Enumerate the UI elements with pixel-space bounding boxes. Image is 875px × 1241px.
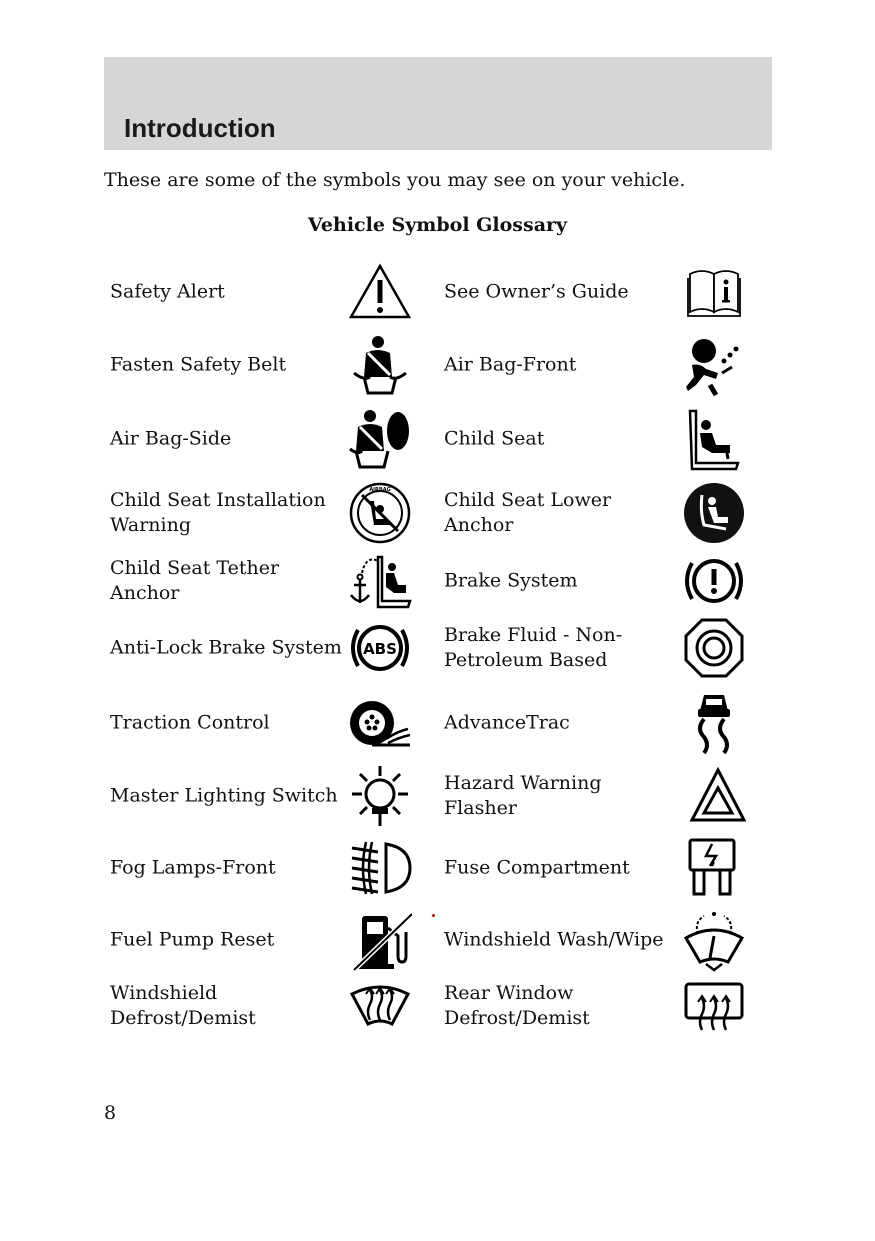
icon-text: AIRBAG <box>369 487 391 493</box>
symbol-label: Air Bag-Side <box>110 427 232 450</box>
intro-text: These are some of the symbols you may see on your vehicle. <box>104 169 686 191</box>
glossary-title: Vehicle Symbol Glossary <box>307 214 568 236</box>
advancetrac-icon <box>682 691 746 755</box>
symbol-label: Brake Fluid - Non-Petroleum Based <box>444 624 623 671</box>
symbol-label: AdvanceTrac <box>444 711 570 734</box>
symbol-label: Anti-Lock Brake System <box>110 636 342 659</box>
symbol-label: Fog Lamps-Front <box>110 856 276 879</box>
stray-mark <box>432 914 435 917</box>
symbol-label: Child Seat <box>444 427 545 450</box>
symbol-label: Air Bag-Front <box>444 353 577 376</box>
glossary-row <box>104 690 772 756</box>
symbol-label: Fuse Compartment <box>444 856 630 879</box>
symbol-label: Fuel Pump Reset <box>110 928 275 951</box>
brake-system-icon <box>682 549 746 613</box>
lighting-switch-icon <box>348 764 412 828</box>
symbol-label: Fasten Safety Belt <box>110 353 287 376</box>
page-title: Introduction <box>124 113 276 143</box>
symbol-label: Hazard Warning Flasher <box>444 772 602 819</box>
symbol-label: Windshield Wash/Wipe <box>444 928 664 951</box>
side-airbag-icon <box>348 407 412 471</box>
symbol-label: Windshield Defrost/Demist <box>110 982 256 1029</box>
washer-wiper-icon <box>682 908 746 972</box>
symbol-label: See Owner’s Guide <box>444 280 629 303</box>
glossary-row <box>104 835 772 901</box>
fuse-icon <box>682 836 746 900</box>
glossary-row <box>104 763 772 829</box>
abs-icon <box>348 616 412 680</box>
symbol-label: Child Seat Installation Warning <box>110 489 326 536</box>
traction-control-icon <box>348 691 412 755</box>
brake-fluid-icon <box>682 616 746 680</box>
glossary-row <box>104 480 772 546</box>
page-number: 8 <box>104 1102 117 1124</box>
tether-anchor-icon <box>348 549 412 613</box>
header-band <box>104 57 772 150</box>
symbol-label: Safety Alert <box>110 280 225 303</box>
symbol-label: Master Lighting Switch <box>110 784 338 807</box>
fuel-pump-icon <box>348 908 412 972</box>
symbol-label: Brake System <box>444 569 578 592</box>
glossary-row <box>104 907 772 973</box>
symbol-label: Child Seat Lower Anchor <box>444 489 612 536</box>
glossary-row <box>104 332 772 398</box>
fog-lamp-icon <box>348 836 412 900</box>
child-seat-anchor-icon <box>682 481 746 545</box>
front-defrost-icon <box>348 974 412 1038</box>
icon-text: ABS <box>363 640 397 658</box>
warning-triangle-icon <box>348 260 412 324</box>
child-seat-warning-icon <box>348 481 412 545</box>
owners-guide-icon <box>682 260 746 324</box>
glossary-row <box>104 406 772 472</box>
seat-belt-icon <box>348 333 412 397</box>
front-airbag-icon <box>682 333 746 397</box>
hazard-icon <box>682 764 746 828</box>
symbol-label: Child Seat Tether Anchor <box>110 557 280 604</box>
glossary-row <box>104 548 772 614</box>
symbol-label: Rear Window Defrost/Demist <box>444 982 590 1029</box>
rear-defrost-icon <box>682 974 746 1038</box>
glossary-row <box>104 973 772 1039</box>
glossary-row <box>104 615 772 681</box>
glossary-row <box>104 259 772 325</box>
child-seat-icon <box>682 407 746 471</box>
symbol-label: Traction Control <box>110 711 270 734</box>
